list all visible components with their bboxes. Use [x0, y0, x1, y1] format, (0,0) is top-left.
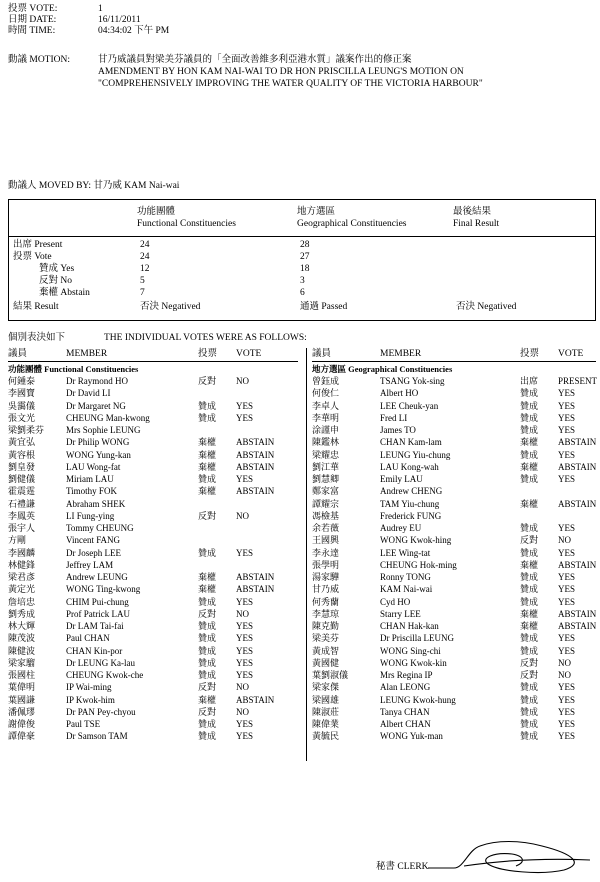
member-name-en: LAU Wong-fat — [66, 461, 121, 472]
summary-table — [8, 199, 596, 321]
member-name-en: LEE Cheuk-yan — [380, 400, 439, 411]
member-name-en: WONG Ting-kwong — [66, 584, 141, 595]
member-name-en: CHAN Kam-lam — [380, 437, 442, 448]
member-name-zh: 李慧琼 — [312, 608, 340, 619]
member-name-zh: 何秀蘭 — [312, 596, 340, 607]
member-name-zh: 劉秀成 — [8, 608, 36, 619]
member-name-zh: 李國麟 — [8, 547, 36, 558]
member-name-zh: 李華明 — [312, 412, 340, 423]
member-name-en: WONG Kwok-kin — [380, 657, 447, 668]
gc-header-vote-en: VOTE — [558, 349, 584, 359]
member-name-en: IP Wai-ming — [66, 682, 112, 693]
individual-heading-zh: 個別表決如下 — [8, 333, 66, 343]
member-name-en: Paul CHAN — [66, 633, 110, 644]
summary-col-fc-zh: 功能團體 — [137, 207, 176, 217]
vote-zh: 贊成 — [198, 400, 217, 411]
vote-zh: 棄權 — [198, 694, 217, 705]
summary-col-final-en: Final Result — [453, 219, 500, 229]
vote-en: NO — [236, 376, 249, 386]
member-name-en: CHEUNG Kwok-che — [66, 670, 144, 680]
summary-fc-no: 5 — [140, 276, 145, 286]
summary-label-result: 結果 Result — [13, 302, 59, 312]
vote-zh: 贊成 — [520, 633, 539, 644]
vote-en: YES — [236, 719, 254, 729]
motion-label: 動議 MOTION: — [8, 55, 71, 65]
member-name-zh: 林健鋒 — [8, 559, 36, 570]
vote-en: ABSTAIN — [558, 608, 597, 619]
vote-en: ABSTAIN — [558, 437, 597, 448]
member-name-zh: 梁耀忠 — [312, 449, 340, 460]
member-name-en: Mrs Regina IP — [380, 670, 433, 680]
member-name-zh: 李永達 — [312, 547, 340, 558]
summary-gc-present: 28 — [300, 240, 310, 250]
vote-en: YES — [558, 706, 576, 717]
member-name-en: CHAN Hak-kan — [380, 621, 439, 631]
summary-fc-vote: 24 — [140, 252, 150, 262]
vote-zh: 贊成 — [520, 706, 539, 717]
vote-en: ABSTAIN — [558, 621, 597, 631]
vote-en: ABSTAIN — [558, 559, 597, 570]
vote-zh: 棄權 — [198, 449, 217, 460]
member-name-en: LEUNG Kwok-hung — [380, 694, 456, 705]
member-name-en: IP Kwok-him — [66, 694, 115, 705]
vote-en: NO — [236, 510, 249, 521]
vote-zh: 反對 — [198, 510, 217, 521]
vote-en: YES — [558, 388, 576, 399]
vote-en: NO — [236, 682, 249, 693]
vote-en: NO — [236, 608, 249, 619]
vote-en: YES — [236, 474, 254, 484]
member-name-zh: 王國興 — [312, 535, 340, 546]
member-name-zh: 湯家驊 — [312, 572, 340, 582]
vote-zh: 反對 — [520, 657, 539, 668]
member-name-zh: 梁君彥 — [8, 572, 36, 582]
vote-zh: 棄權 — [520, 437, 539, 448]
vote-number-line — [8, 4, 103, 15]
member-name-en: CHEUNG Man-kwong — [66, 412, 150, 423]
member-name-zh: 甘乃威 — [312, 584, 340, 595]
member-name-en: Prof Patrick LAU — [66, 608, 130, 619]
summary-label-no: 反對 No — [39, 276, 72, 286]
vote-zh: 贊成 — [198, 547, 217, 558]
vote-en: YES — [558, 633, 576, 644]
vote-zh: 棄權 — [520, 559, 539, 570]
vote-zh: 棄權 — [520, 608, 539, 619]
vote-zh: 棄權 — [520, 461, 539, 472]
date-line — [8, 15, 141, 26]
vote-zh: 贊成 — [198, 657, 217, 668]
vote-en: YES — [236, 547, 254, 558]
member-name-en: Tanya CHAN — [380, 706, 430, 717]
summary-col-gc-zh: 地方選區 — [297, 207, 336, 217]
summary-divider — [9, 236, 595, 237]
summary-col-gc-en: Geographical Constituencies — [297, 219, 407, 229]
member-name-en: Timothy FOK — [66, 486, 117, 497]
vote-zh: 贊成 — [520, 694, 539, 705]
member-name-en: Frederick FUNG — [380, 510, 442, 521]
member-name-en: TAM Yiu-chung — [380, 498, 440, 509]
member-name-zh: 黃宜弘 — [8, 437, 36, 448]
member-name-zh: 林大輝 — [8, 621, 36, 631]
vote-en: YES — [558, 572, 576, 582]
member-name-en: Alan LEONG — [380, 682, 431, 693]
member-name-en: Abraham SHEK — [66, 498, 126, 509]
member-name-zh: 張宇人 — [8, 523, 36, 533]
member-name-en: Dr Joseph LEE — [66, 547, 121, 558]
vote-zh: 贊成 — [198, 719, 217, 729]
member-name-en: Ronny TONG — [380, 572, 431, 582]
vote-en: ABSTAIN — [236, 449, 275, 460]
vote-zh: 出席 — [520, 376, 539, 386]
time-value: 04:34:02 下午 PM — [98, 26, 170, 36]
member-name-en: Tommy CHEUNG — [66, 523, 134, 533]
vote-zh: 贊成 — [520, 731, 539, 742]
member-name-zh: 余若薇 — [312, 523, 340, 533]
vote-zh: 棄權 — [520, 498, 539, 509]
vote-zh: 棄權 — [520, 621, 539, 631]
vote-en: YES — [558, 400, 576, 411]
vote-zh: 棄權 — [198, 461, 217, 472]
vote-en: YES — [236, 621, 254, 631]
member-name-en: Starry LEE — [380, 608, 421, 619]
member-name-en: WONG Kwok-hing — [380, 535, 452, 546]
vote-zh: 贊成 — [198, 633, 217, 644]
fc-header-member-en: MEMBER — [66, 349, 108, 359]
member-name-en: LEUNG Yiu-chung — [380, 449, 451, 460]
vote-en: ABSTAIN — [236, 437, 275, 448]
member-name-zh: 潘佩璆 — [8, 706, 36, 717]
summary-col-final-zh: 最後結果 — [453, 207, 492, 217]
vote-zh: 贊成 — [198, 621, 217, 631]
summary-fc-abstain: 7 — [140, 288, 145, 298]
vote-en: YES — [558, 584, 576, 595]
vote-en: NO — [558, 670, 571, 680]
member-name-zh: 黃定光 — [8, 584, 36, 595]
vote-zh: 贊成 — [520, 388, 539, 399]
vote-zh: 反對 — [520, 535, 539, 546]
member-name-zh: 黃國健 — [312, 657, 340, 668]
member-name-en: Miriam LAU — [66, 474, 114, 484]
vote-en: YES — [558, 523, 576, 533]
vote-en: YES — [558, 682, 576, 693]
member-name-zh: 李國寶 — [8, 388, 36, 399]
date-value: 16/11/2011 — [98, 15, 141, 25]
member-name-zh: 劉皇發 — [8, 461, 36, 472]
summary-col-fc-en: Functional Constituencies — [137, 219, 236, 229]
vote-zh: 贊成 — [520, 645, 539, 656]
vote-zh: 贊成 — [520, 719, 539, 729]
vote-zh: 棄權 — [198, 572, 217, 582]
member-name-en: LAU Kong-wah — [380, 461, 439, 472]
member-name-en: Mrs Sophie LEUNG — [66, 425, 141, 435]
vote-en: YES — [236, 596, 254, 607]
vote-en: YES — [558, 449, 576, 460]
member-name-en: Paul TSE — [66, 719, 101, 729]
member-name-zh: 劉慧卿 — [312, 474, 340, 484]
summary-fc-yes: 12 — [140, 264, 150, 274]
vote-en: YES — [558, 425, 576, 435]
fc-header-vote-en: VOTE — [236, 349, 262, 359]
vote-zh: 贊成 — [520, 400, 539, 411]
member-name-zh: 劉江華 — [312, 461, 340, 472]
summary-gc-vote: 27 — [300, 252, 310, 262]
motion-line-en-2: "COMPREHENSIVELY IMPROVING THE WATER QUALITY OF THE VICTORIA HARBOUR" — [98, 79, 483, 89]
vote-en: ABSTAIN — [236, 486, 275, 497]
member-name-zh: 葉偉明 — [8, 682, 36, 693]
gc-header-member-en: MEMBER — [380, 349, 422, 359]
member-name-en: James TO — [380, 425, 416, 435]
member-name-zh: 張學明 — [312, 559, 340, 570]
member-name-zh: 陳茂波 — [8, 633, 36, 644]
vote-en: ABSTAIN — [558, 498, 597, 509]
summary-label-vote: 投票 Vote — [13, 252, 52, 262]
member-name-zh: 李卓人 — [312, 400, 340, 411]
member-name-en: Dr LAM Tai-fai — [66, 621, 124, 631]
date-label: 日期 DATE: — [8, 15, 57, 25]
member-name-en: CHIM Pui-chung — [66, 596, 129, 607]
member-name-zh: 陳偉業 — [312, 719, 340, 729]
vote-number-value: 1 — [98, 4, 103, 14]
member-name-en: Dr Samson TAM — [66, 731, 128, 742]
vote-zh: 贊成 — [198, 670, 217, 680]
gc-section-title: 地方選區 Geographical Constituencies — [312, 364, 453, 374]
vote-number-label: 投票 VOTE: — [8, 4, 58, 14]
vote-en: YES — [236, 633, 254, 644]
vote-zh: 反對 — [198, 376, 217, 386]
member-name-zh: 黃成智 — [312, 645, 340, 656]
member-name-zh: 謝偉俊 — [8, 719, 36, 729]
vote-zh: 棄權 — [198, 486, 217, 497]
member-name-zh: 吳靄儀 — [8, 400, 36, 411]
vote-en: YES — [558, 547, 576, 558]
vote-en: YES — [558, 731, 576, 742]
member-name-zh: 葉劉淑儀 — [312, 670, 349, 680]
member-name-en: WONG Yuk-man — [380, 731, 443, 742]
vote-en: YES — [558, 694, 576, 705]
vote-en: YES — [236, 731, 254, 742]
vote-en: YES — [558, 596, 576, 607]
vote-en: YES — [236, 670, 254, 680]
summary-gc-no: 3 — [300, 276, 305, 286]
clerk-label: 秘書 CLERK — [376, 862, 429, 872]
member-name-en: Dr Margaret NG — [66, 400, 126, 411]
member-name-en: LEE Wing-tat — [380, 547, 431, 558]
member-name-en: Andrew CHENG — [380, 486, 443, 497]
member-name-zh: 詹培忠 — [8, 596, 36, 607]
moved-by: 動議人 MOVED BY: 甘乃威 KAM Nai-wai — [8, 181, 180, 191]
member-name-zh: 石禮謙 — [8, 498, 36, 509]
member-name-zh: 霍震霆 — [8, 486, 36, 497]
summary-label-yes: 贊成 Yes — [39, 264, 75, 274]
summary-label-abstain: 棄權 Abstain — [39, 288, 90, 298]
vote-en: YES — [236, 645, 254, 656]
member-name-en: Dr Raymond HO — [66, 376, 128, 386]
gc-column-header — [312, 348, 596, 362]
member-name-en: Audrey EU — [380, 523, 422, 533]
member-name-zh: 譚偉豪 — [8, 731, 36, 742]
vote-en: YES — [236, 412, 254, 423]
vote-zh: 贊成 — [520, 596, 539, 607]
vote-zh: 贊成 — [198, 474, 217, 484]
vote-zh: 反對 — [198, 706, 217, 717]
summary-label-present: 出席 Present — [13, 240, 63, 250]
vote-en: YES — [558, 474, 576, 484]
summary-final-result: 否決 Negatived — [456, 302, 517, 312]
member-name-zh: 陳克勤 — [312, 621, 340, 631]
member-name-en: TSANG Yok-sing — [380, 376, 445, 386]
vote-zh: 贊成 — [520, 682, 539, 693]
summary-gc-yes: 18 — [300, 264, 310, 274]
motion-line-en-1: AMENDMENT BY HON KAM NAI-WAI TO DR HON PRISCILLA LEUNG'S MOTION ON — [98, 67, 464, 77]
vote-zh: 贊成 — [198, 645, 217, 656]
vote-en: ABSTAIN — [558, 461, 597, 472]
member-name-zh: 黃容根 — [8, 449, 36, 460]
vote-zh: 棄權 — [198, 584, 217, 595]
vote-en: YES — [558, 719, 576, 729]
vote-en: YES — [236, 657, 254, 668]
clerk-signature — [424, 828, 592, 876]
member-name-zh: 何鍾泰 — [8, 376, 36, 386]
member-name-en: Emily LAU — [380, 474, 423, 484]
member-name-en: Dr LEUNG Ka-lau — [66, 657, 135, 668]
member-name-en: CHEUNG Hok-ming — [380, 559, 457, 570]
vote-zh: 贊成 — [520, 523, 539, 533]
vote-zh: 贊成 — [520, 449, 539, 460]
vote-zh: 贊成 — [520, 547, 539, 558]
member-name-zh: 梁國雄 — [312, 694, 340, 705]
member-name-zh: 涂謹申 — [312, 425, 340, 435]
vote-zh: 反對 — [520, 670, 539, 680]
vote-en: ABSTAIN — [236, 461, 275, 472]
individual-heading-en: THE INDIVIDUAL VOTES WERE AS FOLLOWS: — [104, 333, 307, 343]
member-name-zh: 梁劉柔芬 — [8, 425, 45, 435]
vote-en: NO — [236, 706, 249, 717]
vote-en: PRESENT — [558, 376, 598, 386]
vote-zh: 贊成 — [520, 425, 539, 435]
motion-line-zh: 甘乃威議員對梁美芬議員的「全面改善維多利亞港水質」議案作出的修正案 — [98, 55, 412, 65]
time-line — [8, 26, 169, 37]
member-name-zh: 陳健波 — [8, 645, 36, 656]
vote-zh: 棄權 — [198, 437, 217, 448]
member-name-en: KAM Nai-wai — [380, 584, 433, 595]
member-name-zh: 黃毓民 — [312, 731, 340, 742]
member-name-en: Dr PAN Pey-chyou — [66, 706, 136, 717]
vote-en: YES — [558, 645, 576, 656]
vote-zh: 贊成 — [198, 731, 217, 742]
member-name-zh: 葉國謙 — [8, 694, 36, 705]
vote-zh: 贊成 — [520, 584, 539, 595]
member-name-zh: 劉健儀 — [8, 474, 36, 484]
member-name-zh: 梁美芬 — [312, 633, 340, 644]
vote-en: YES — [236, 400, 254, 411]
vote-zh: 贊成 — [198, 412, 217, 423]
vote-en: ABSTAIN — [236, 584, 275, 595]
member-name-zh: 陳淑莊 — [312, 706, 340, 717]
member-name-en: Fred LI — [380, 412, 408, 423]
summary-gc-abstain: 6 — [300, 288, 305, 298]
member-name-zh: 馮檢基 — [312, 510, 340, 521]
member-name-zh: 梁家傑 — [312, 682, 340, 693]
member-name-en: Dr Priscilla LEUNG — [380, 633, 454, 644]
vote-en: NO — [558, 657, 571, 668]
member-name-zh: 李鳳英 — [8, 510, 36, 521]
member-name-zh: 方剛 — [8, 535, 27, 546]
time-label: 時間 TIME: — [8, 26, 56, 36]
vote-zh: 反對 — [198, 682, 217, 693]
vote-en: YES — [558, 412, 576, 423]
vote-zh: 反對 — [198, 608, 217, 619]
member-name-en: Jeffrey LAM — [66, 559, 114, 570]
column-divider — [306, 348, 307, 761]
fc-header-member-zh: 議員 — [8, 349, 28, 359]
vote-zh: 贊成 — [198, 596, 217, 607]
summary-gc-result: 通過 Passed — [300, 302, 348, 312]
member-name-zh: 張文光 — [8, 412, 36, 423]
member-name-zh: 梁家騮 — [8, 657, 36, 668]
member-name-en: CHAN Kin-por — [66, 645, 123, 656]
vote-en: ABSTAIN — [236, 572, 275, 582]
fc-header-vote-zh: 投票 — [198, 349, 218, 359]
member-name-zh: 陳鑑林 — [312, 437, 340, 448]
member-name-en: Dr David LI — [66, 388, 111, 399]
member-name-en: Dr Philip WONG — [66, 437, 130, 448]
member-name-en: WONG Sing-chi — [380, 645, 441, 656]
fc-column-header — [8, 348, 298, 362]
vote-en: NO — [558, 535, 571, 546]
member-name-en: Albert CHAN — [380, 719, 431, 729]
gc-header-member-zh: 議員 — [312, 349, 332, 359]
member-name-en: Cyd HO — [380, 596, 411, 607]
vote-en: ABSTAIN — [236, 694, 275, 705]
vote-zh: 贊成 — [520, 572, 539, 582]
summary-fc-result: 否決 Negatived — [140, 302, 201, 312]
member-name-zh: 曾鈺成 — [312, 376, 340, 386]
member-name-zh: 張國柱 — [8, 670, 36, 680]
member-name-en: Vincent FANG — [66, 535, 121, 546]
vote-zh: 贊成 — [520, 412, 539, 423]
summary-fc-present: 24 — [140, 240, 150, 250]
member-name-zh: 譚耀宗 — [312, 498, 340, 509]
member-name-en: LI Fung-ying — [66, 510, 115, 521]
member-name-en: Albert HO — [380, 388, 419, 399]
member-name-zh: 何俊仁 — [312, 388, 340, 399]
member-name-zh: 鄭家富 — [312, 486, 340, 497]
member-name-en: WONG Yung-kan — [66, 449, 131, 460]
vote-zh: 贊成 — [520, 474, 539, 484]
fc-section-title: 功能團體 Functional Constituencies — [8, 364, 139, 374]
member-name-en: Andrew LEUNG — [66, 572, 128, 582]
gc-header-vote-zh: 投票 — [520, 349, 540, 359]
